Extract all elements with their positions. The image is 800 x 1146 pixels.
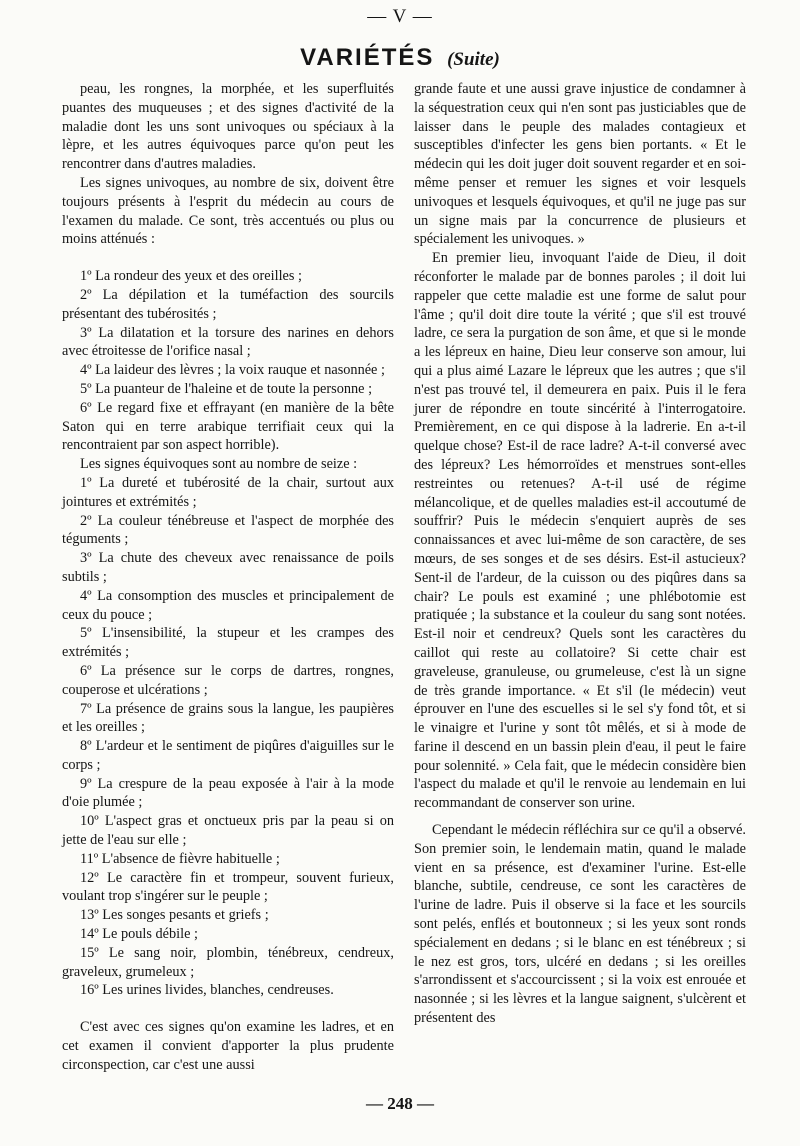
list-item: 11º L'absence de fièvre habituelle ; xyxy=(80,850,280,867)
section-title xyxy=(0,44,800,72)
paragraph: En premier lieu, invoquant l'aide de Dieu, il doit réconforter le malade par de bonnes paroles ; il doit lui rappeler que cette maladie est une forme de salut pour l'âme ; qu'il doit dire toute la vérité ; que s'il est trouvé ladre, ce sera la purgation de son âme, et que si le monde a les lépreux en haine, Dieu leur conserve son amour, lui qui a plus aimé Lazare le lépreux que les autres ; que s'il n'est pas trouvé tel, il demeurera en paix. Puis il le fera jurer de répondre en toute sincérité à l'interrogatoire. Premièrement, en ce qui dispose à la ladrerie. En a-t-il quelque chose? Est-il de race ladre? A-t-il conversé avec des lépreux? Les hémorroïdes et menstrues sont-elles restreintes ou retenues? A-t-il usé de régime mélancolique, et de quelles maladies est-il accoutumé de souffrir? Puis le médecin s'enquiert auprès de ses connaissances et avec lui-même de son caractère, de ses mœurs, de ses songes et de ses désirs. Est-il astucieux? Sent-il de l'ardeur, de la cuisson ou des piqûres dans sa chair? Le pouls est examiné ; une phlébotomie est pratiquée ; la substance et la couleur du sang sont notées. Est-il noir et cendreux? Quels sont les caractères du caillot qui reste au collatoire? Si cette chair est graveleuse, granuleuse, ou grumeleuse, c'est là un signe de très grande importance. « Et s'il (le médecin) veut éprouver en l'une des escuelles si le sel s'y fond tôt, et si le vinaigre et l'urine y sont tôt mêlés, et si à mode de farine il descend en un bassin plein d'eau, il peut le faire pour solennité. » Cela fait, que le médecin considère bien l'aspect du malade et qu'il le renvoie au lendemain en lui recommandant de conserver son urine. xyxy=(414,250,746,812)
list-item: 2º La dépilation et la tuméfaction des sourcils présentant des tubérosités ; xyxy=(62,286,394,322)
list-item: 4º La laideur des lèvres ; la voix rauque et nasonnée ; xyxy=(80,362,385,379)
list-item: 16º Les urines livides, blanches, cendreuses. xyxy=(80,982,334,999)
list-item: 9º La crespure de la peau exposée à l'air à la mode d'oie plumée ; xyxy=(62,775,394,811)
paragraph: Cependant le médecin réfléchira sur ce qu'il a observé. Son premier soin, le lendemain matin, quand le malade vient en sa présence, est d'examiner l'urine. Est-elle blanche, subtile, cendreuse, ce sont les caractères de l'urine de ladre. Puis il observe si la face et les sourcils sont pelés, enflés et boutonneux ; si les yeux sont ronds spécialement en dedans ; si le blanc en est ténébreux ; si le nez est gros, tors, ulcéré en dedans ; si les oreilles s'arrondissent et s'accourcissent ; si la voix est enrouée et nasonnée ; si les lèvres et la langue saignent, s'ulcèrent et présentent des xyxy=(414,822,746,1027)
spacer xyxy=(62,1000,394,1018)
paragraph: grande faute et une aussi grave injustice de condamner à la séquestration ceux qui n'en sont pas justiciables que de laisser dans le peuple des malades contagieux et susceptibles d'infecter les gens bien portants. « Et le médecin qui les doit juger doit souvent regarder et en soi-même penser et remuer les signes et voir lesquels univoques et lesquels équivoques, et qu'il ne juge pas sur un signe mais par la concurrence de plusieurs et spécialement les univoques. » xyxy=(414,81,746,248)
list-item: 12º Le caractère fin et trompeur, souvent furieux, voulant trop s'ingérer sur le peuple ; xyxy=(62,869,394,905)
list-item: 1º La rondeur des yeux et des oreilles ; xyxy=(80,268,302,285)
spacer xyxy=(414,813,746,821)
list-item: 2º La couleur ténébreuse et l'aspect de morphée des téguments ; xyxy=(62,512,394,548)
paragraph: Les signes équivoques sont au nombre de seize : xyxy=(80,456,358,473)
list-item: 3º La dilatation et la torsure des narines en dehors avec étroitesse de l'orifice nasal ; xyxy=(62,324,394,360)
paragraph: peau, les rongnes, la morphée, et les superfluités puantes des muqueuses ; et des signes d'activité de la maladie dont les uns sont univoques ou spéciaux à la lèpre, et les autres équivoques parce qu'on peut les rencontrer dans d'autres maladies. xyxy=(62,81,394,173)
section-title-suite: (Suite) xyxy=(447,49,500,70)
page-number: — 248 — xyxy=(366,1094,434,1113)
list-item: 14º Le pouls débile ; xyxy=(80,926,198,943)
left-column xyxy=(62,80,394,1075)
list-item: 13º Les songes pesants et griefs ; xyxy=(80,907,269,924)
paragraph: C'est avec ces signes qu'on examine les ladres, et en cet examen il convient d'apporter la plus prudente circonspection, car c'est une aussi xyxy=(62,1019,394,1073)
paragraph: Les signes univoques, au nombre de six, doivent être toujours présents à l'esprit du médecin au cours de l'examen du malade. Ce sont, très accentués ou plus ou moins atténués : xyxy=(62,174,394,248)
spacer xyxy=(62,249,394,267)
list-item: 3º La chute des cheveux avec renaissance de poils subtils ; xyxy=(62,550,394,585)
list-item: 4º La consomption des muscles et principalement de ceux du pouce ; xyxy=(62,587,394,623)
list-item: 6º Le regard fixe et effrayant (en manière de la bête Saton qui en terre arabique terrifiait ceux qui la rencontraient par son aspect horrible). xyxy=(62,399,394,454)
list-item: 5º L'insensibilité, la stupeur et les crampes des extrémités ; xyxy=(62,625,394,661)
list-item: 8º L'ardeur et le sentiment de piqûres d'aiguilles sur le corps ; xyxy=(62,738,394,773)
section-title-text: VARIÉTÉS xyxy=(300,44,435,71)
list-item: 15º Le sang noir, plombin, ténébreux, cendreux, graveleux, grumeleux ; xyxy=(62,944,394,980)
list-item: 10º L'aspect gras et onctueux pris par la peau si on jette de l'eau sur elle ; xyxy=(62,813,394,849)
list-item: 5º La puanteur de l'haleine et de toute la personne ; xyxy=(80,380,373,397)
right-column xyxy=(414,80,746,1028)
list-item: 7º La présence de grains sous la langue, les paupières et les oreilles ; xyxy=(62,700,394,736)
running-header-roman: — V — xyxy=(367,6,433,27)
list-item: 6º La présence sur le corps de dartres, rongnes, couperose et ulcérations ; xyxy=(62,662,394,698)
list-item: 1º La dureté et tubérosité de la chair, surtout aux jointures et extrémités ; xyxy=(62,474,394,510)
